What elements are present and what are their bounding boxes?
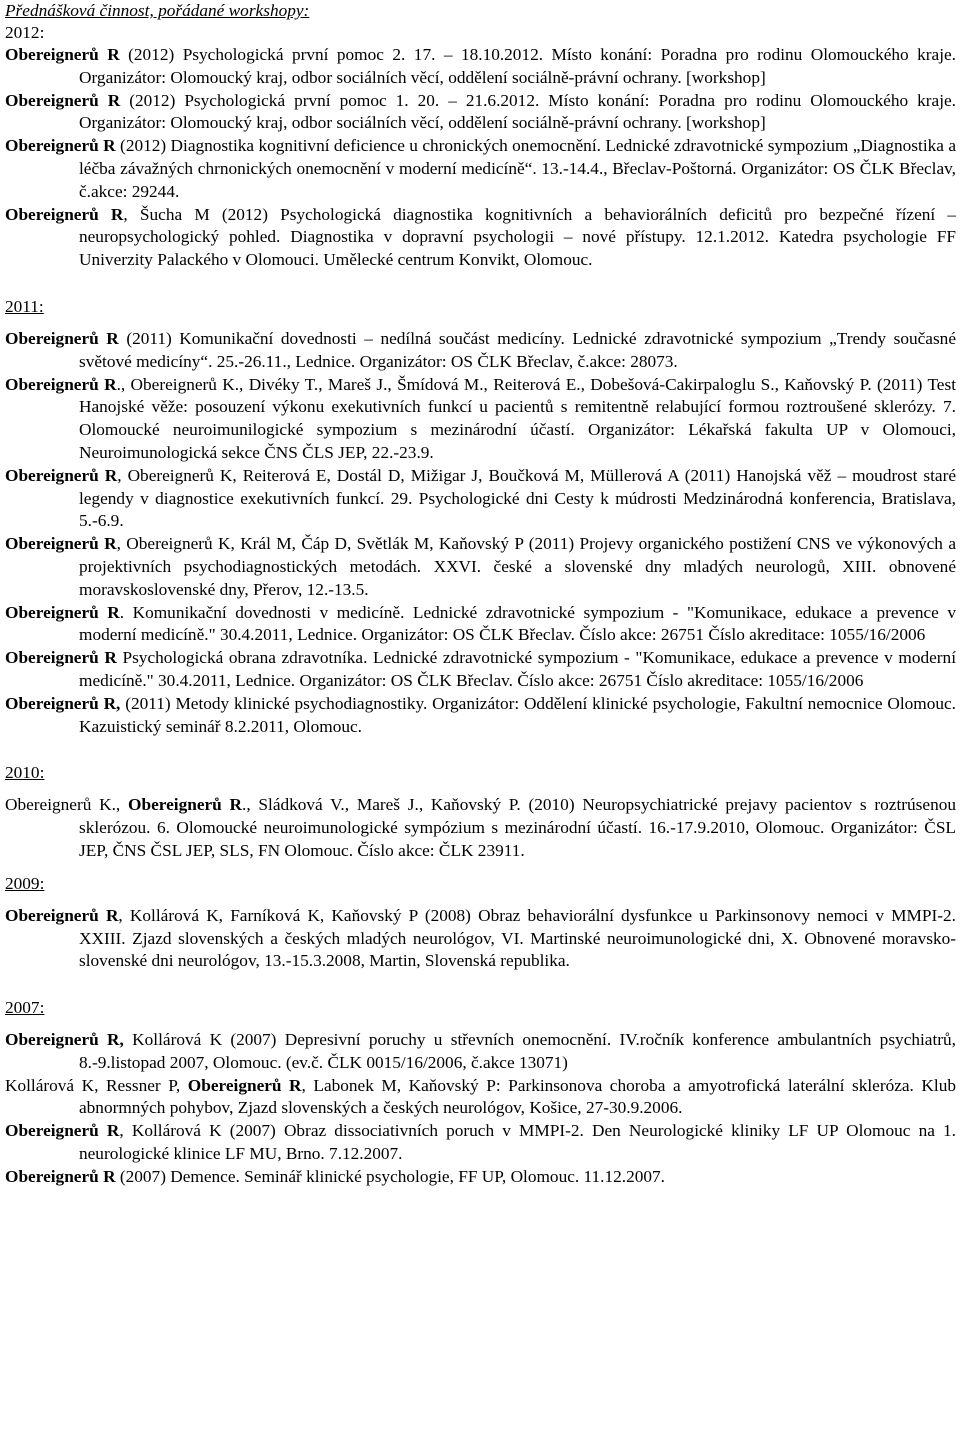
author-name: Obereignerů R,: [5, 693, 121, 713]
author-name: Obereignerů R: [5, 136, 116, 156]
author-name: Obereignerů R: [5, 204, 124, 224]
list-item: [5, 647, 956, 693]
list-item: [5, 1029, 956, 1075]
entry-prefix: Kollárová K, Ressner P,: [5, 1075, 188, 1095]
entry-text: (2012) Diagnostika kognitivní deficience u chronických onemocnění. Lednické zdravotnické sympozium „Diagnostika a léčba závažných chrnonických onemocnění v moderní medicíně“. 13.-14.4., Břeclav-Poštorná. Organizátor: OS ČLK Břeclav, č.akce: 29244.: [79, 136, 957, 201]
year-heading: 2009:: [5, 873, 45, 893]
author-name: Obereignerů R: [5, 905, 119, 925]
author-name: Obereignerů R,: [5, 1030, 124, 1050]
author-name: Obereignerů R: [187, 1075, 302, 1095]
year-heading: 2012:: [5, 23, 45, 42]
author-name: Obereignerů R: [5, 465, 118, 485]
list-item: [5, 533, 956, 601]
year-heading: 2010:: [5, 763, 45, 783]
list-item: [5, 1166, 956, 1189]
list-item: [5, 135, 956, 203]
entry-text: Psychologická obrana zdravotníka. Lednické zdravotnické sympozium - "Komunikace, edukace a prevence v moderní medicíně." 30.4.2011, Lednice. Organizátor: OS ČLK Břeclav. Číslo akce: 26751 Číslo akreditace: 1055/16/2006: [79, 648, 957, 690]
entry-text: (2011) Metody klinické psychodiagnostiky. Organizátor: Oddělení klinické psychologie, Fakultní nemocnice Olomouc. Kazuistický seminář 8.2.2011, Olomouc.: [79, 693, 956, 736]
section-2011: [5, 296, 956, 738]
list-item: [5, 1075, 956, 1121]
list-item: [5, 204, 956, 272]
list-item: [5, 44, 956, 90]
list-item: [5, 328, 956, 374]
page-title: Přednášková činnost, pořádané workshopy:: [5, 1, 310, 20]
entry-text: , Kollárová K, Farníková K, Kaňovský P (2008) Obraz behaviorální dysfunkce u Parkinsonovy nemoci v MMPI-2. XXIII. Zjazd slovenských a českých mladých neurológov, VI. Martinské neuroimunologické dni, X. Obnovené moravsko-slovenské dni neurológov, 13.-15.3.2008, Martin, Slovenská republika.: [79, 905, 956, 971]
entry-text: (2012) Psychologická první pomoc 2. 17. – 18.10.2012. Místo konání: Poradna pro rodinu Olomouckého kraje. Organizátor: Olomoucký kraj, odbor sociálních věcí, oddělení sociálně-právní ochrany. [workshop]: [79, 45, 956, 87]
list-item: [5, 465, 956, 533]
entry-text: (2011) Komunikační dovednosti – nedílná součást medicíny. Lednické zdravotnické sympozium „Trendy současné světové medicíny“. 25.-26.11., Lednice. Organizátor: OS ČLK Břeclav, č.akce: 28073.: [79, 328, 956, 371]
entry-text: , Obereignerů K, Král M, Čáp D, Světlák M, Kaňovský P (2011) Projevy organického postižení CNS ve výkonových a projektivních psychodiagnostických metodách. XXVI. české a slovenské dny mladých neurologů, XIII. obnovené moravskoslovenské dny, Přerov, 12.-13.5.: [79, 534, 956, 599]
year-heading: 2011:: [5, 296, 44, 316]
list-item: [5, 90, 956, 136]
entry-text: , Labonek M, Kaňovský P: Parkinsonova choroba a amyotrofická laterální skleróza. Klub abnormných pohybov, Zjazd slovenských a českých neurológov, Košice, 27-30.9.2006.: [79, 1075, 956, 1118]
entry-text: ., Obereignerů K., Divéky T., Mareš J., Šmídová M., Reiterová E., Dobešová-Cakirpaloglu S., Kaňovský P. (2011) Test Hanojské věže: posouzení výkonu exekutivních funkcí u pacientů s remitentně relabující formou roztroušené sklerózy. 7. Olomoucké neuroimunilogické sympozium s mezinárodní účastí. Organizátor: Lékařská fakulta UP v Olomouci, Neuroimunologická sekce ČNS ČLS JEP, 22.-23.9.: [79, 374, 957, 462]
author-name: Obereignerů R: [5, 374, 117, 394]
list-item: [5, 374, 956, 465]
author-name: Obereignerů R: [5, 648, 117, 668]
list-item: [5, 905, 956, 973]
entry-text: , Obereignerů K, Reiterová E, Dostál D, Mižigar J, Boučková M, Müllerová A (2011) Hanojská věž – moudrost staré legendy v diagnostice exekutivních funkcí. 29. Psychologické dni Cesty k múdrosti Medzinárodná konferencia, Bratislava, 5.-6.9.: [79, 465, 957, 531]
entry-text: . Komunikační dovednosti v medicíně. Lednické zdravotnické sympozium - "Komunikace, edukace a prevence v moderní medicíně." 30.4.2011, Lednice. Organizátor: OS ČLK Břeclav. Číslo akce: 26751 Číslo akreditace: 1055/16/2006: [79, 602, 956, 645]
section-2012: [5, 22, 956, 272]
entry-text: Kollárová K (2007) Depresivní poruchy u střevních onemocnění. IV.ročník konference ambulantních psychiatrů, 8.-9.listopad 2007, Olomouc. (ev.č. ČLK 0015/16/2006, č.akce 13071): [79, 1030, 956, 1072]
entry-text: (2012) Psychologická první pomoc 1. 20. – 21.6.2012. Místo konání: Poradna pro rodinu Olomouckého kraje. Organizátor: Olomoucký kraj, odbor sociálních věcí, oddělení sociálně-právní ochrany. [workshop]: [79, 90, 956, 133]
section-2009: [5, 873, 956, 973]
entry-text: (2007) Demence. Seminář klinické psychologie, FF UP, Olomouc. 11.12.2007.: [115, 1166, 665, 1186]
entry-text: , Šucha M (2012) Psychologická diagnostika kognitivních a behaviorálních deficitů pro bezpečné řízení – neuropsychologický pohled. Diagnostika v dopravní psychologii – nové přístupy. 12.1.2012. Katedra psychologie FF Univerzity Palackého v Olomouci. Umělecké centrum Konvikt, Olomouc.: [79, 204, 956, 270]
entry-prefix: Obereignerů K.,: [5, 795, 129, 815]
author-name: Obereignerů R: [5, 1166, 116, 1186]
author-name: Obereignerů R: [5, 328, 119, 348]
entry-text: , Kollárová K (2007) Obraz dissociativních poruch v MMPI-2. Den Neurologické kliniky LF UP Olomouc na 1. neurologické klinice LF MU, Brno. 7.12.2007.: [79, 1121, 957, 1164]
section-2007: [5, 997, 956, 1189]
entry-text: ., Sládková V., Mareš J., Kaňovský P. (2010) Neuropsychiatrické prejavy pacientov s roztrúsenou sklerózou. 6. Olomoucké neuroimunologické sympózium s mezinárodní účastí. 16.-17.9.2010, Olomouc. Organizátor: ČSL JEP, ČNS ČSL JEP, SLS, FN Olomouc. Číslo akce: ČLK 23911.: [79, 795, 956, 860]
author-name: Obereignerů R: [5, 1121, 120, 1141]
author-name: Obereignerů R: [5, 90, 121, 110]
author-name: Obereignerů R: [5, 602, 120, 622]
list-item: [5, 1120, 956, 1166]
list-item: [5, 794, 956, 862]
author-name: Obereignerů R: [5, 534, 117, 554]
year-heading: 2007:: [5, 998, 45, 1018]
author-name: Obereignerů R: [128, 795, 243, 815]
author-name: Obereignerů R: [5, 45, 120, 64]
section-2010: [5, 762, 956, 862]
list-item: [5, 602, 956, 648]
list-item: [5, 693, 956, 739]
